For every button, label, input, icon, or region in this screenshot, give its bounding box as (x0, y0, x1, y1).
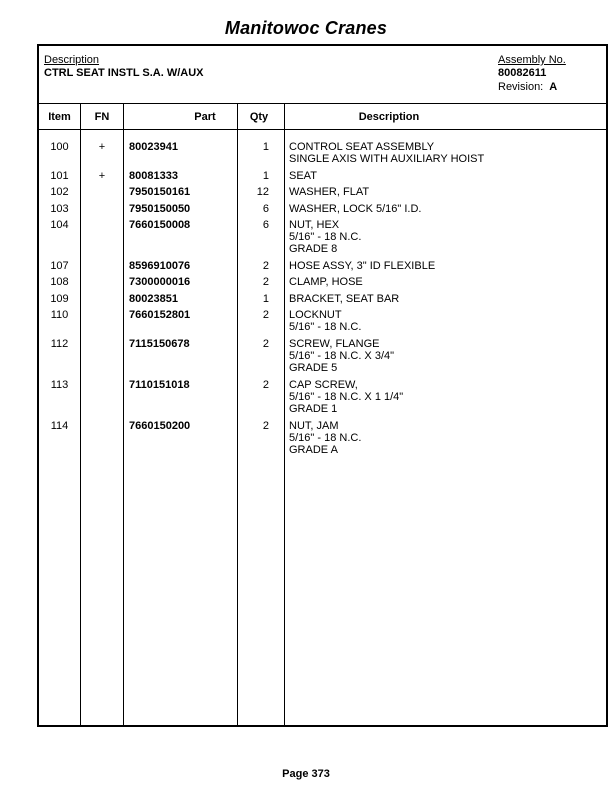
item-number: 100 (50, 141, 69, 153)
column-divider (80, 104, 81, 725)
description-line: 5/16" - 18 N.C. (289, 321, 362, 333)
part-description (289, 309, 361, 333)
description-line: GRADE 8 (289, 243, 338, 255)
part-number: 7950150161 (129, 186, 191, 198)
description-line: 5/16" - 18 N.C. (289, 231, 362, 243)
description-line: NUT, HEX (289, 219, 340, 231)
description-line: CONTROL SEAT ASSEMBLY (289, 141, 435, 153)
quantity: 1 (262, 141, 269, 153)
quantity: 2 (262, 420, 269, 432)
page-number: Page 373 (282, 768, 330, 780)
item-number: 101 (50, 170, 69, 182)
description-line: SEAT (289, 170, 317, 182)
column-header-description: Description (358, 111, 420, 123)
description-line: SCREW, FLANGE (289, 338, 380, 350)
description-line: NUT, JAM (289, 420, 339, 432)
description-line: CAP SCREW, (289, 379, 358, 391)
parts-list-frame (37, 44, 608, 727)
item-number: 110 (50, 309, 69, 321)
description-line: BRACKET, SEAT BAR (289, 293, 400, 305)
description-line: GRADE A (289, 444, 338, 456)
quantity: 2 (262, 338, 269, 350)
item-number: 104 (50, 219, 69, 231)
part-description (289, 293, 399, 305)
quantity: 6 (262, 203, 269, 215)
part-number: 7110151018 (129, 379, 190, 391)
fn-marker: + (98, 141, 106, 153)
quantity: 1 (262, 170, 269, 182)
assembly-number: 80082611 (498, 67, 547, 79)
part-number: 80023851 (129, 293, 178, 305)
item-number: 103 (50, 203, 69, 215)
description-line: SINGLE AXIS WITH AUXILIARY HOIST (289, 153, 485, 165)
part-number: 80081333 (129, 170, 178, 182)
quantity: 6 (262, 219, 269, 231)
description-line: HOSE ASSY, 3" ID FLEXIBLE (289, 260, 436, 272)
description-line: 5/16" - 18 N.C. X 1 1/4" (289, 391, 404, 403)
description-line: CLAMP, HOSE (289, 276, 363, 288)
column-divider (123, 104, 124, 725)
column-divider (284, 104, 285, 725)
revision-value: A (549, 81, 558, 93)
quantity: 2 (262, 276, 269, 288)
description-line: GRADE 1 (289, 403, 338, 415)
item-number: 108 (50, 276, 69, 288)
assembly-number-label: Assembly No. (498, 54, 566, 66)
part-number: 7950150050 (129, 203, 191, 215)
column-header-part: Part (194, 111, 216, 123)
column-header-fn: FN (94, 111, 110, 123)
item-number: 107 (50, 260, 69, 272)
description-line: 5/16" - 18 N.C. X 3/4" (289, 350, 395, 362)
quantity: 2 (262, 260, 269, 272)
part-description (289, 338, 394, 374)
part-number: 7300000016 (129, 276, 191, 288)
part-description (289, 276, 363, 288)
assembly-header (39, 46, 606, 104)
part-number: 7115150678 (129, 338, 190, 350)
column-header-row (39, 104, 606, 130)
part-number: 8596910076 (129, 260, 191, 272)
part-description (289, 420, 361, 456)
part-description (289, 170, 317, 182)
revision (498, 81, 557, 93)
description-label: Description (44, 54, 100, 66)
part-description (289, 219, 361, 255)
item-number: 113 (50, 379, 69, 391)
description-line: 5/16" - 18 N.C. (289, 432, 362, 444)
quantity: 1 (262, 293, 269, 305)
assembly-description: CTRL SEAT INSTL S.A. W/AUX (44, 67, 204, 79)
description-line: WASHER, FLAT (289, 186, 370, 198)
part-description (289, 186, 369, 198)
quantity: 12 (256, 186, 269, 198)
brand-title: Manitowoc Cranes (224, 18, 388, 38)
part-number: 7660150200 (129, 420, 191, 432)
fn-marker: + (98, 170, 106, 182)
description-line: LOCKNUT (289, 309, 342, 321)
part-description (289, 260, 435, 272)
quantity: 2 (262, 379, 269, 391)
description-line: GRADE 5 (289, 362, 338, 374)
quantity: 2 (262, 309, 269, 321)
column-header-qty: Qty (249, 111, 269, 123)
description-line: WASHER, LOCK 5/16" I.D. (289, 203, 422, 215)
column-header-item: Item (48, 111, 71, 123)
item-number: 109 (50, 293, 69, 305)
part-description (289, 203, 421, 215)
part-description (289, 379, 403, 415)
part-number: 80023941 (129, 141, 178, 153)
part-number: 7660150008 (129, 219, 191, 231)
item-number: 102 (50, 186, 69, 198)
item-number: 114 (50, 420, 69, 432)
part-description (289, 141, 484, 165)
part-number: 7660152801 (129, 309, 191, 321)
item-number: 112 (50, 338, 69, 350)
revision-label: Revision: (498, 81, 544, 93)
